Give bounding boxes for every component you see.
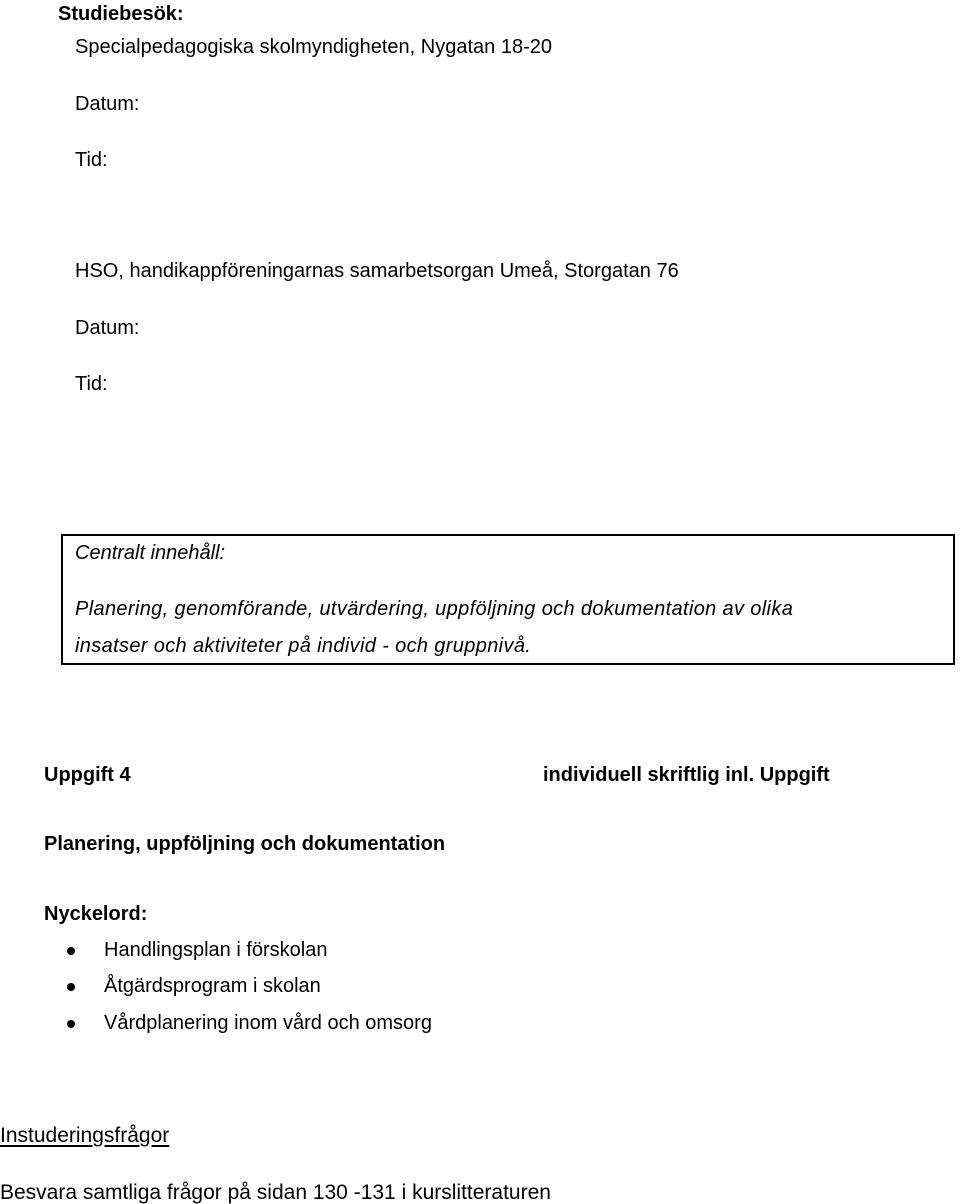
keywords-label: Nyckelord:: [44, 903, 148, 925]
central-content-line-1: Planering, genomförande, utvärdering, uppföljning och dokumentation av olika: [75, 598, 794, 620]
visit-place-1: Specialpedagogiska skolmyndigheten, Nygatan 18-20: [75, 36, 552, 58]
visit-time-1: Tid:: [75, 149, 108, 171]
bullet-icon: [67, 1020, 75, 1028]
study-instruction: Besvara samtliga frågor på sidan 130 -131 i kurslitteraturen: [0, 1181, 551, 1204]
keyword-text: Åtgärdsprogram i skolan: [104, 975, 321, 997]
central-content-line-2: insatser och aktiviteter på individ - och gruppnivå.: [75, 635, 532, 657]
bullet-icon: [67, 947, 75, 955]
visit-heading: Studiebesök:: [58, 3, 184, 25]
bullet-icon: [67, 983, 75, 991]
central-content-title: Centralt innehåll:: [75, 542, 226, 564]
task-label: Uppgift 4: [44, 764, 131, 786]
study-heading: Instuderingsfrågor: [0, 1124, 170, 1147]
task-topic: Planering, uppföljning och dokumentation: [44, 833, 446, 855]
visit-date-1: Datum:: [75, 93, 140, 115]
visit-date-2: Datum:: [75, 317, 140, 339]
keyword-text: Handlingsplan i förskolan: [104, 939, 328, 961]
task-type: individuell skriftlig inl. Uppgift: [543, 764, 830, 786]
keyword-text: Vårdplanering inom vård och omsorg: [104, 1012, 432, 1034]
visit-time-2: Tid:: [75, 373, 108, 395]
visit-place-2: HSO, handikappföreningarnas samarbetsorgan Umeå, Storgatan 76: [75, 260, 679, 282]
